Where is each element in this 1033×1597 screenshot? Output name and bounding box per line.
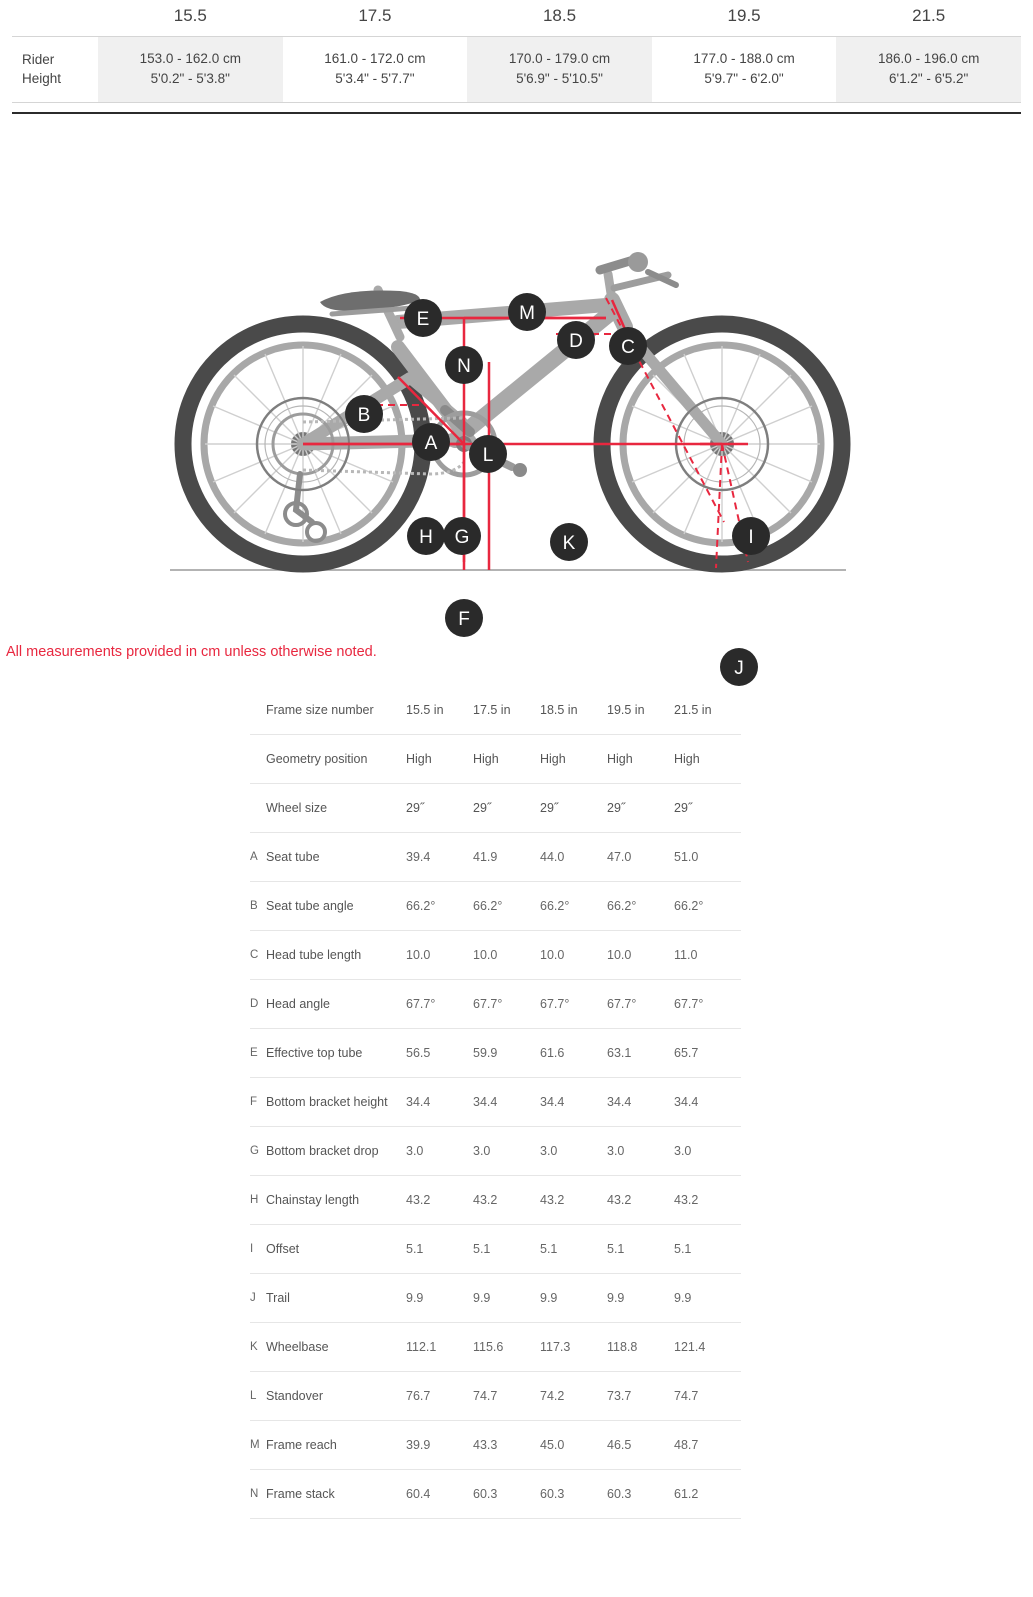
svg-text:L: L	[482, 444, 494, 466]
saddle	[320, 290, 420, 314]
rider-height-imperial-5: 6'1.2" - 6'5.2"	[889, 71, 969, 87]
rider-height-metric-1: 153.0 - 162.0 cm	[139, 51, 241, 66]
svg-text:D: D	[569, 330, 583, 352]
geo-value-b-3: 66.2°	[540, 881, 607, 930]
geo-value-c-2: 10.0	[473, 930, 540, 979]
geo-label-f: Bottom bracket height	[266, 1077, 406, 1126]
svg-text:E: E	[416, 308, 430, 330]
marker-M	[508, 293, 546, 331]
rider-height-label-line2: Height	[22, 71, 62, 87]
svg-text:A: A	[424, 432, 438, 454]
table-row	[250, 832, 741, 881]
table-row	[250, 1224, 741, 1273]
size-header-5: 21.5	[912, 6, 946, 25]
geo-value-g-3: 3.0	[540, 1126, 607, 1175]
table-row	[250, 1028, 741, 1077]
rider-height-label-line1: Rider	[22, 51, 55, 67]
size-header-3: 18.5	[542, 6, 577, 25]
geo-value-wheel-size-2: 29˝	[473, 783, 540, 832]
geo-letter-h: H	[250, 1175, 266, 1224]
geo-value-i-2: 5.1	[473, 1224, 540, 1273]
geo-value-a-3: 44.0	[540, 832, 607, 881]
marker-D	[557, 321, 595, 359]
geo-letter-j: J	[250, 1273, 266, 1322]
geo-value-geometry-position-4: High	[607, 734, 674, 783]
geo-label-c: Head tube length	[266, 930, 406, 979]
rider-height-imperial-2: 5'3.4" - 5'7.7"	[335, 71, 415, 87]
size-header-2: 17.5	[358, 6, 392, 25]
geo-value-m-2: 43.3	[473, 1420, 540, 1469]
rider-height-cell-5	[836, 37, 1021, 103]
geo-label-g: Bottom bracket drop	[266, 1126, 406, 1175]
geo-value-n-1: 60.4	[406, 1469, 473, 1518]
geo-value-b-2: 66.2°	[473, 881, 540, 930]
geo-value-k-2: 115.6	[473, 1322, 540, 1371]
geo-value-geometry-position-3: High	[540, 734, 607, 783]
geo-value-frame-size-1: 15.5 in	[406, 686, 473, 735]
table-row	[250, 1322, 741, 1371]
marker-L	[469, 435, 507, 473]
table-row	[250, 881, 741, 930]
marker-A	[412, 423, 450, 461]
geo-value-geometry-position-2: High	[473, 734, 540, 783]
geo-value-f-1: 34.4	[406, 1077, 473, 1126]
geo-value-g-4: 3.0	[607, 1126, 674, 1175]
rider-height-imperial-4: 5'9.7" - 6'2.0"	[704, 71, 784, 87]
table-row	[250, 979, 741, 1028]
marker-I	[732, 517, 770, 555]
geo-value-n-4: 60.3	[607, 1469, 674, 1518]
svg-text:H: H	[419, 526, 433, 548]
measurement-note: All measurements provided in cm unless otherwise noted.	[6, 643, 377, 660]
geo-label-h: Chainstay length	[266, 1175, 406, 1224]
geo-row-frame-size	[250, 686, 741, 735]
geo-value-h-4: 43.2	[607, 1175, 674, 1224]
marker-J	[720, 648, 758, 686]
geo-label-a: Seat tube	[266, 832, 406, 881]
table-row	[250, 1273, 741, 1322]
geo-label-m: Frame reach	[266, 1420, 406, 1469]
geometry-table-wrapper	[0, 686, 1033, 1519]
geo-value-a-4: 47.0	[607, 832, 674, 881]
geo-value-c-1: 10.0	[406, 930, 473, 979]
geo-label-i: Offset	[266, 1224, 406, 1273]
svg-text:K: K	[562, 532, 576, 554]
geo-value-g-5: 3.0	[674, 1126, 741, 1175]
geo-row-geometry-position	[250, 734, 741, 783]
geo-letter-geometry-position	[250, 734, 266, 783]
svg-text:N: N	[457, 355, 471, 377]
geo-value-geometry-position-5: High	[674, 734, 741, 783]
geo-value-k-4: 118.8	[607, 1322, 674, 1371]
geo-value-c-3: 10.0	[540, 930, 607, 979]
geo-value-l-4: 73.7	[607, 1371, 674, 1420]
geo-value-frame-size-5: 21.5 in	[674, 686, 741, 735]
geo-value-g-2: 3.0	[473, 1126, 540, 1175]
geo-value-m-4: 46.5	[607, 1420, 674, 1469]
geo-value-l-5: 74.7	[674, 1371, 741, 1420]
geo-letter-e: E	[250, 1028, 266, 1077]
geo-letter-a: A	[250, 832, 266, 881]
svg-text:B: B	[357, 404, 371, 426]
geo-value-j-3: 9.9	[540, 1273, 607, 1322]
geo-value-m-1: 39.9	[406, 1420, 473, 1469]
geo-value-e-4: 63.1	[607, 1028, 674, 1077]
geo-value-e-5: 65.7	[674, 1028, 741, 1077]
geo-value-j-5: 9.9	[674, 1273, 741, 1322]
geo-value-n-2: 60.3	[473, 1469, 540, 1518]
geo-label-d: Head angle	[266, 979, 406, 1028]
geo-value-d-5: 67.7°	[674, 979, 741, 1028]
geo-value-d-1: 67.7°	[406, 979, 473, 1028]
svg-text:F: F	[458, 608, 470, 630]
geo-letter-wheel-size	[250, 783, 266, 832]
geo-value-d-4: 67.7°	[607, 979, 674, 1028]
geo-value-c-4: 10.0	[607, 930, 674, 979]
table-row	[250, 1371, 741, 1420]
svg-text:M: M	[519, 302, 535, 324]
table-row	[250, 930, 741, 979]
geo-value-i-3: 5.1	[540, 1224, 607, 1273]
geo-value-e-1: 56.5	[406, 1028, 473, 1077]
geo-letter-k: K	[250, 1322, 266, 1371]
geo-value-l-2: 74.7	[473, 1371, 540, 1420]
geo-value-geometry-position-1: High	[406, 734, 473, 783]
svg-text:J: J	[734, 657, 744, 679]
geo-letter-g: G	[250, 1126, 266, 1175]
geo-value-g-1: 3.0	[406, 1126, 473, 1175]
geo-value-f-3: 34.4	[540, 1077, 607, 1126]
rider-height-metric-3: 170.0 - 179.0 cm	[508, 51, 611, 66]
geo-value-j-4: 9.9	[607, 1273, 674, 1322]
geo-value-m-5: 48.7	[674, 1420, 741, 1469]
geo-value-j-1: 9.9	[406, 1273, 473, 1322]
geo-letter-f: F	[250, 1077, 266, 1126]
geo-value-frame-size-4: 19.5 in	[607, 686, 674, 735]
geo-value-i-5: 5.1	[674, 1224, 741, 1273]
geo-value-d-2: 67.7°	[473, 979, 540, 1028]
rider-height-label	[12, 37, 98, 103]
geo-value-h-3: 43.2	[540, 1175, 607, 1224]
marker-K	[550, 523, 588, 561]
geo-value-wheel-size-5: 29˝	[674, 783, 741, 832]
geo-letter-m: M	[250, 1420, 266, 1469]
geo-value-f-4: 34.4	[607, 1077, 674, 1126]
rider-height-row	[12, 37, 1021, 103]
geo-value-a-1: 39.4	[406, 832, 473, 881]
size-header-corner	[12, 0, 98, 37]
geo-value-h-5: 43.2	[674, 1175, 741, 1224]
size-header-1: 15.5	[173, 6, 207, 25]
geo-label-geometry-position: Geometry position	[266, 734, 406, 783]
size-header-4: 19.5	[727, 6, 761, 25]
table-row	[250, 1077, 741, 1126]
rider-height-metric-4: 177.0 - 188.0 cm	[693, 51, 795, 66]
geo-value-h-1: 43.2	[406, 1175, 473, 1224]
geo-value-a-2: 41.9	[473, 832, 540, 881]
geo-letter-n: N	[250, 1469, 266, 1518]
geo-value-l-1: 76.7	[406, 1371, 473, 1420]
geo-value-wheel-size-4: 29˝	[607, 783, 674, 832]
geo-value-b-5: 66.2°	[674, 881, 741, 930]
marker-H	[407, 517, 445, 555]
marker-B	[345, 395, 383, 433]
size-header-row	[12, 0, 1021, 37]
marker-F	[445, 599, 483, 637]
geo-value-m-3: 45.0	[540, 1420, 607, 1469]
geo-value-k-3: 117.3	[540, 1322, 607, 1371]
geo-value-k-5: 121.4	[674, 1322, 741, 1371]
geo-value-i-4: 5.1	[607, 1224, 674, 1273]
table-row	[250, 1469, 741, 1518]
geo-letter-frame-size	[250, 686, 266, 735]
geo-value-n-5: 61.2	[674, 1469, 741, 1518]
geo-letter-b: B	[250, 881, 266, 930]
geo-value-d-3: 67.7°	[540, 979, 607, 1028]
geo-value-k-1: 112.1	[406, 1322, 473, 1371]
geo-value-c-5: 11.0	[674, 930, 741, 979]
svg-text:I: I	[748, 526, 754, 548]
geo-value-a-5: 51.0	[674, 832, 741, 881]
marker-G	[443, 517, 481, 555]
rider-height-cell-4	[652, 37, 837, 103]
section-divider	[12, 112, 1021, 114]
geo-value-e-3: 61.6	[540, 1028, 607, 1077]
geo-value-frame-size-2: 17.5 in	[473, 686, 540, 735]
geo-value-wheel-size-1: 29˝	[406, 783, 473, 832]
geo-label-e: Effective top tube	[266, 1028, 406, 1077]
svg-text:C: C	[621, 336, 635, 358]
geo-label-k: Wheelbase	[266, 1322, 406, 1371]
table-row	[250, 1126, 741, 1175]
rider-height-cell-1	[98, 37, 283, 103]
geo-value-b-4: 66.2°	[607, 881, 674, 930]
marker-E	[404, 299, 442, 337]
rider-height-imperial-1: 5'0.2" - 5'3.8"	[150, 71, 230, 87]
geo-value-e-2: 59.9	[473, 1028, 540, 1077]
geo-label-frame-size: Frame size number	[266, 686, 406, 735]
geo-letter-l: L	[250, 1371, 266, 1420]
geo-label-j: Trail	[266, 1273, 406, 1322]
geo-value-j-2: 9.9	[473, 1273, 540, 1322]
geo-label-b: Seat tube angle	[266, 881, 406, 930]
geometry-table	[250, 686, 741, 1519]
geo-value-h-2: 43.2	[473, 1175, 540, 1224]
table-row	[250, 1175, 741, 1224]
geo-value-frame-size-3: 18.5 in	[540, 686, 607, 735]
marker-N	[445, 346, 483, 384]
geo-value-f-5: 34.4	[674, 1077, 741, 1126]
geo-label-l: Standover	[266, 1371, 406, 1420]
rider-height-table	[12, 0, 1021, 103]
geo-label-n: Frame stack	[266, 1469, 406, 1518]
svg-text:G: G	[454, 526, 470, 548]
geo-value-l-3: 74.2	[540, 1371, 607, 1420]
geo-value-wheel-size-3: 29˝	[540, 783, 607, 832]
marker-C	[609, 327, 647, 365]
rider-height-metric-5: 186.0 - 196.0 cm	[878, 51, 980, 66]
geo-value-b-1: 66.2°	[406, 881, 473, 930]
geo-value-f-2: 34.4	[473, 1077, 540, 1126]
rider-height-cell-2	[283, 37, 468, 103]
table-row	[250, 1420, 741, 1469]
rider-height-cell-3	[467, 37, 652, 103]
rider-height-imperial-3: 5'6.9" - 5'10.5"	[516, 71, 603, 87]
geo-row-wheel-size	[250, 783, 741, 832]
geo-letter-c: C	[250, 930, 266, 979]
geo-value-n-3: 60.3	[540, 1469, 607, 1518]
geo-letter-d: D	[250, 979, 266, 1028]
rider-height-metric-2: 161.0 - 172.0 cm	[324, 51, 426, 66]
geo-letter-i: I	[250, 1224, 266, 1273]
geo-label-wheel-size: Wheel size	[266, 783, 406, 832]
geo-value-i-1: 5.1	[406, 1224, 473, 1273]
